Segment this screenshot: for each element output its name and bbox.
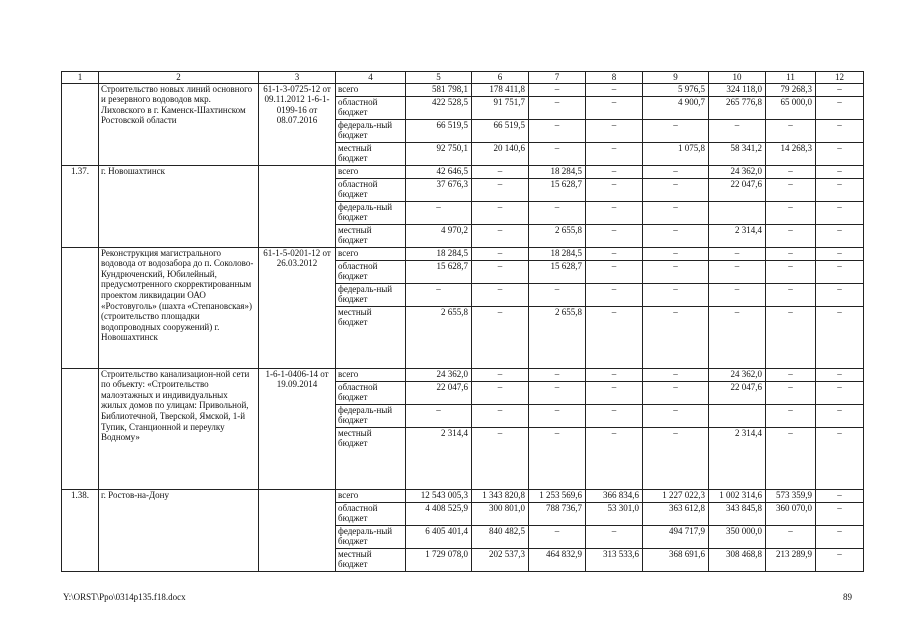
amount-cell: 368 691,6 (643, 548, 709, 571)
funding-source-cell: областной бюджет (336, 502, 406, 525)
funding-source-cell: областной бюджет (336, 381, 406, 404)
amount-cell: – (643, 224, 709, 247)
amount-cell: – (816, 404, 864, 427)
amount-cell: – (816, 96, 864, 119)
amount-cell: 313 533,6 (586, 548, 643, 571)
amount-cell: – (472, 404, 529, 427)
amount-cell: 581 798,1 (406, 83, 472, 96)
object-name-cell: Строительство канализацион-ной сети по объекту: «Строительство малоэтажных и индивидуальных жилых домов по улицам: Привольной, Библиотечной, Тверской, Ямской, 1-й Тупик, Станционной и переулку Водному» (99, 368, 259, 489)
amount-cell: 422 528,5 (406, 96, 472, 119)
amount-cell: – (766, 306, 816, 368)
amount-cell: – (529, 525, 586, 548)
amount-cell: – (816, 368, 864, 381)
column-header: 3 (259, 72, 336, 84)
row-number-cell: 1.37. (62, 165, 99, 247)
amount-cell: – (586, 368, 643, 381)
document-number-cell: 61-1-5-0201-12 от 26.03.2012 (259, 247, 336, 368)
amount-cell: – (766, 260, 816, 283)
amount-cell: – (766, 119, 816, 142)
amount-cell: 12 543 005,3 (406, 489, 472, 502)
amount-cell: – (643, 201, 709, 224)
amount-cell: – (586, 306, 643, 368)
amount-cell: 22 047,6 (406, 381, 472, 404)
amount-cell: 366 834,6 (586, 489, 643, 502)
amount-cell: – (816, 502, 864, 525)
amount-cell: – (586, 283, 643, 306)
amount-cell: 5 976,5 (643, 83, 709, 96)
funding-source-cell: областной бюджет (336, 178, 406, 201)
amount-cell: – (816, 83, 864, 96)
column-header: 9 (643, 72, 709, 84)
amount-cell: – (816, 224, 864, 247)
amount-cell: 42 646,5 (406, 165, 472, 178)
document-number-cell (259, 165, 336, 247)
amount-cell: – (529, 368, 586, 381)
column-header: 12 (816, 72, 864, 84)
funding-source-cell: федераль-ный бюджет (336, 119, 406, 142)
amount-cell: – (643, 260, 709, 283)
amount-cell: – (472, 283, 529, 306)
amount-cell: – (586, 404, 643, 427)
amount-cell: – (766, 404, 816, 427)
amount-cell: 1 075,8 (643, 142, 709, 165)
amount-cell: – (816, 306, 864, 368)
amount-cell: – (816, 247, 864, 260)
funding-source-cell: федераль-ный бюджет (336, 525, 406, 548)
amount-cell: 15 628,7 (529, 260, 586, 283)
amount-cell: – (586, 142, 643, 165)
amount-cell: 213 289,9 (766, 548, 816, 571)
footer-file-path: Y:\ORST\Ppo\0314p135.f18.docx (63, 592, 186, 602)
amount-cell: – (472, 201, 529, 224)
amount-cell: – (643, 119, 709, 142)
amount-cell: – (472, 247, 529, 260)
table-row (62, 489, 864, 502)
amount-cell: 178 411,8 (472, 83, 529, 96)
amount-cell: 2 314,4 (406, 427, 472, 489)
column-header: 10 (709, 72, 766, 84)
amount-cell: – (586, 178, 643, 201)
funding-source-cell: местный бюджет (336, 427, 406, 489)
amount-cell: 1 227 022,3 (643, 489, 709, 502)
amount-cell: – (766, 201, 816, 224)
amount-cell: 350 000,0 (709, 525, 766, 548)
amount-cell: 2 314,4 (709, 224, 766, 247)
amount-cell: – (529, 381, 586, 404)
amount-cell: 840 482,5 (472, 525, 529, 548)
amount-cell: – (816, 119, 864, 142)
amount-cell: – (643, 283, 709, 306)
amount-cell: – (586, 96, 643, 119)
amount-cell: – (816, 489, 864, 502)
document-number-cell: 1-6-1-0406-14 от 19.09.2014 (259, 368, 336, 489)
amount-cell: – (709, 247, 766, 260)
amount-cell: – (586, 83, 643, 96)
funding-source-cell: местный бюджет (336, 548, 406, 571)
amount-cell: – (816, 283, 864, 306)
amount-cell: – (586, 201, 643, 224)
amount-cell: – (586, 119, 643, 142)
object-name-cell: г. Новошахтинск (99, 165, 259, 247)
column-header: 4 (336, 72, 406, 84)
amount-cell: – (766, 178, 816, 201)
amount-cell: – (586, 427, 643, 489)
amount-cell: 2 655,8 (406, 306, 472, 368)
amount-cell: – (766, 165, 816, 178)
funding-source-cell: местный бюджет (336, 224, 406, 247)
amount-cell: – (586, 224, 643, 247)
amount-cell: 14 268,3 (766, 142, 816, 165)
document-number-cell: 61-1-3-0725-12 от 09.11.2012 1-6-1-0199-16 от 08.07.2016 (259, 83, 336, 165)
amount-cell: 20 140,6 (472, 142, 529, 165)
table-body (62, 72, 864, 572)
row-number-cell: 1.38. (62, 489, 99, 571)
amount-cell: 91 751,7 (472, 96, 529, 119)
amount-cell: 18 284,5 (406, 247, 472, 260)
amount-cell: 22 047,6 (709, 178, 766, 201)
amount-cell: – (472, 381, 529, 404)
amount-cell: 66 519,5 (472, 119, 529, 142)
funding-source-cell: всего (336, 247, 406, 260)
amount-cell: – (643, 381, 709, 404)
amount-cell: 24 362,0 (709, 368, 766, 381)
amount-cell: 15 628,7 (406, 260, 472, 283)
header-row (62, 72, 864, 84)
amount-cell (709, 201, 766, 224)
amount-cell: – (766, 525, 816, 548)
amount-cell: 300 801,0 (472, 502, 529, 525)
amount-cell: – (406, 404, 472, 427)
object-name-cell: г. Ростов-на-Дону (99, 489, 259, 571)
amount-cell: 53 301,0 (586, 502, 643, 525)
object-name-cell: Реконструкция магистрального водовода от водозабора до п. Соколово-Кундрюченский, Юбилейный, предусмотренного скорректированным проектом ликвидации ОАО «Ростовуголь» (шахта «Степановская») (строительство площадки водопроводных сооружений) г. Новошахтинск (99, 247, 259, 368)
amount-cell (709, 404, 766, 427)
amount-cell: 24 362,0 (406, 368, 472, 381)
amount-cell: 92 750,1 (406, 142, 472, 165)
amount-cell: – (643, 306, 709, 368)
amount-cell: – (709, 119, 766, 142)
amount-cell: 1 002 314,6 (709, 489, 766, 502)
amount-cell: – (472, 368, 529, 381)
amount-cell: – (406, 201, 472, 224)
document-number-cell (259, 489, 336, 571)
amount-cell: 6 405 401,4 (406, 525, 472, 548)
amount-cell: – (472, 224, 529, 247)
amount-cell: – (643, 247, 709, 260)
table-row (62, 165, 864, 178)
amount-cell: – (643, 427, 709, 489)
row-number-cell (62, 83, 99, 165)
funding-source-cell: областной бюджет (336, 260, 406, 283)
budget-table (61, 71, 864, 572)
amount-cell: – (766, 381, 816, 404)
amount-cell: 15 628,7 (529, 178, 586, 201)
amount-cell: – (586, 525, 643, 548)
amount-cell: – (816, 165, 864, 178)
amount-cell: 79 268,3 (766, 83, 816, 96)
amount-cell: 308 468,8 (709, 548, 766, 571)
amount-cell: 2 655,8 (529, 306, 586, 368)
funding-source-cell: федераль-ный бюджет (336, 404, 406, 427)
amount-cell: – (586, 381, 643, 404)
amount-cell: 1 729 078,0 (406, 548, 472, 571)
amount-cell: 343 845,8 (709, 502, 766, 525)
funding-source-cell: областной бюджет (336, 96, 406, 119)
amount-cell: 65 000,0 (766, 96, 816, 119)
amount-cell: – (643, 178, 709, 201)
funding-source-cell: федераль-ный бюджет (336, 201, 406, 224)
funding-source-cell: всего (336, 83, 406, 96)
funding-source-cell: всего (336, 165, 406, 178)
amount-cell: – (586, 247, 643, 260)
funding-source-cell: местный бюджет (336, 306, 406, 368)
amount-cell: – (816, 260, 864, 283)
row-number-cell (62, 247, 99, 368)
amount-cell: – (709, 283, 766, 306)
amount-cell: – (529, 83, 586, 96)
row-number-cell (62, 368, 99, 489)
amount-cell: – (472, 260, 529, 283)
amount-cell: – (643, 368, 709, 381)
amount-cell: – (586, 260, 643, 283)
amount-cell: 265 776,8 (709, 96, 766, 119)
amount-cell: – (529, 404, 586, 427)
amount-cell: 788 736,7 (529, 502, 586, 525)
amount-cell: – (766, 368, 816, 381)
amount-cell: – (766, 427, 816, 489)
amount-cell: – (766, 247, 816, 260)
table-row (62, 368, 864, 381)
amount-cell: – (472, 306, 529, 368)
amount-cell: 202 537,3 (472, 548, 529, 571)
amount-cell: – (816, 201, 864, 224)
amount-cell: – (529, 283, 586, 306)
amount-cell: 494 717,9 (643, 525, 709, 548)
amount-cell: 573 359,9 (766, 489, 816, 502)
object-name-cell: Строительство новых линий основного и резервного водоводов мкр. Лиховского в г. Каменск-Шахтинском Ростовской области (99, 83, 259, 165)
amount-cell: – (529, 142, 586, 165)
amount-cell: – (586, 165, 643, 178)
amount-cell: 1 253 569,6 (529, 489, 586, 502)
amount-cell: – (816, 548, 864, 571)
amount-cell: – (529, 427, 586, 489)
footer-page-number: 89 (843, 592, 852, 602)
table-row (62, 83, 864, 96)
amount-cell: 24 362,0 (709, 165, 766, 178)
amount-cell: – (709, 260, 766, 283)
column-header: 8 (586, 72, 643, 84)
amount-cell: – (472, 165, 529, 178)
amount-cell: – (529, 96, 586, 119)
amount-cell: 2 314,4 (709, 427, 766, 489)
amount-cell: – (472, 427, 529, 489)
amount-cell: 4 408 525,9 (406, 502, 472, 525)
amount-cell: 363 612,8 (643, 502, 709, 525)
funding-source-cell: всего (336, 489, 406, 502)
amount-cell: – (816, 381, 864, 404)
amount-cell: 464 832,9 (529, 548, 586, 571)
amount-cell: 66 519,5 (406, 119, 472, 142)
amount-cell: – (709, 306, 766, 368)
funding-source-cell: местный бюджет (336, 142, 406, 165)
amount-cell: 2 655,8 (529, 224, 586, 247)
amount-cell: – (816, 142, 864, 165)
amount-cell: 1 343 820,8 (472, 489, 529, 502)
amount-cell: – (643, 165, 709, 178)
amount-cell: – (816, 525, 864, 548)
amount-cell: – (766, 283, 816, 306)
amount-cell: – (643, 404, 709, 427)
amount-cell: 4 970,2 (406, 224, 472, 247)
amount-cell: 324 118,0 (709, 83, 766, 96)
amount-cell: 18 284,5 (529, 247, 586, 260)
amount-cell: – (816, 178, 864, 201)
amount-cell: 37 676,3 (406, 178, 472, 201)
amount-cell: 360 070,0 (766, 502, 816, 525)
amount-cell: 4 900,7 (643, 96, 709, 119)
funding-source-cell: всего (336, 368, 406, 381)
amount-cell: – (766, 224, 816, 247)
amount-cell: – (529, 201, 586, 224)
amount-cell: – (406, 283, 472, 306)
table-row (62, 247, 864, 260)
column-header: 7 (529, 72, 586, 84)
amount-cell: – (472, 178, 529, 201)
column-header: 2 (99, 72, 259, 84)
column-header: 11 (766, 72, 816, 84)
column-header: 1 (62, 72, 99, 84)
amount-cell: – (529, 119, 586, 142)
amount-cell: – (816, 427, 864, 489)
column-header: 6 (472, 72, 529, 84)
amount-cell: 18 284,5 (529, 165, 586, 178)
column-header: 5 (406, 72, 472, 84)
amount-cell: 22 047,6 (709, 381, 766, 404)
funding-source-cell: федераль-ный бюджет (336, 283, 406, 306)
amount-cell: 58 341,2 (709, 142, 766, 165)
